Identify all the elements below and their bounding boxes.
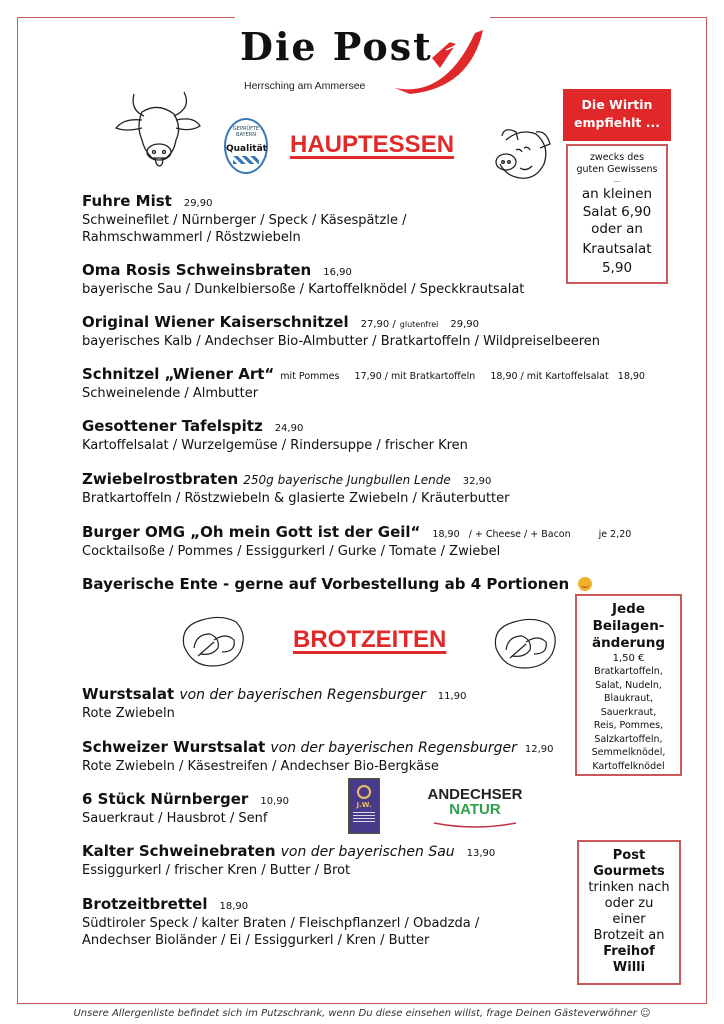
- menu-item-schweizer-wurstsalat: [82, 738, 554, 775]
- cow-icon: [112, 88, 202, 168]
- item-name: Burger OMG „Oh mein Gott ist der Geil“: [82, 523, 421, 541]
- pig-icon: [490, 122, 555, 184]
- smiley-icon: [578, 577, 592, 591]
- andechser-text: ANDECHSER: [427, 786, 523, 803]
- item-price: 12,90: [524, 744, 554, 755]
- item-price: 24,90: [274, 423, 304, 434]
- item-name: Zwiebelrostbraten: [82, 470, 239, 488]
- beilagen-title-line-2: Beilagen-: [592, 618, 665, 634]
- gourmets-line: Post: [612, 848, 646, 863]
- item-price: 13,90: [466, 848, 496, 859]
- item-name: Schnitzel „Wiener Art“: [82, 365, 275, 383]
- item-price: 10,90: [260, 796, 289, 807]
- item-subtitle: von der bayerischen Regensburger: [270, 740, 517, 756]
- item-name: Wurstsalat: [82, 685, 175, 703]
- quality-seal-ring-text: GEPRÜFTE BAYERN: [232, 126, 260, 138]
- gourmets-box: [577, 840, 681, 985]
- beilage-option: Salzkartoffeln,: [594, 733, 663, 745]
- gourmets-line: Brotzeit an: [593, 928, 665, 943]
- item-note: glutenfrei: [399, 320, 439, 329]
- menu-item-nuernberger: [82, 790, 289, 827]
- beilage-option: Kartoffelknödel: [592, 760, 665, 772]
- gourmets-line: oder zu: [604, 896, 654, 911]
- wirtin-big-line-1: an kleinen: [581, 186, 653, 202]
- item-name: Kalter Schweinebraten: [82, 842, 276, 860]
- wirtin-big-line-4: Krautsalat: [582, 240, 652, 257]
- item-price: 27,90 /: [360, 319, 396, 330]
- logo-swoosh-icon: [390, 28, 485, 96]
- gourmets-line: Freihof: [603, 944, 655, 959]
- item-name: Brotzeitbrettel: [82, 895, 208, 913]
- beilage-option: Reis, Pommes,: [593, 720, 664, 731]
- wirtin-small-line-3: ...: [613, 176, 621, 184]
- item-price: 16,90: [323, 267, 352, 278]
- wirtin-header: [563, 89, 671, 141]
- item-price-2: 29,90: [450, 319, 479, 330]
- item-desc: bayerisches Kalb / Andechser Bio-Almbutter / Bratkartoffeln / Wildpreiselbeeren: [82, 334, 601, 349]
- gourmets-line: trinken nach: [588, 880, 670, 895]
- item-price: 18,90: [219, 901, 249, 912]
- item-desc: Cocktailsoße / Pommes / Essiggurkerl / Gurke / Tomate / Zwiebel: [82, 544, 501, 559]
- quality-seal-badge: [224, 118, 268, 174]
- brewery-emblem-icon: [357, 785, 371, 799]
- beilagen-title-line-3: änderung: [591, 635, 666, 651]
- menu-item-wurstsalat: [82, 685, 466, 722]
- menu-item-kalter-schweinebraten: [82, 842, 495, 879]
- beilagen-price: 1,50 €: [612, 653, 645, 664]
- section-title-brotzeiten: BROTZEITEN: [293, 626, 447, 653]
- andechser-natur-logo: [420, 787, 530, 832]
- brewery-seal-badge: [348, 778, 380, 834]
- gourmets-line: Willi: [612, 960, 646, 975]
- item-desc: Schweinefilet / Nürnberger / Speck / Käsespätzle /: [82, 213, 407, 228]
- item-desc: Südtiroler Speck / kalter Braten / Fleischpflanzerl / Obadzda /: [82, 916, 480, 931]
- wirtin-big-line-3: oder an: [591, 221, 643, 237]
- beilage-option: Semmelknödel,: [591, 747, 666, 758]
- wirtin-big-line-2: Salat 6,90: [582, 203, 652, 220]
- item-desc: Schweinelende / Almbutter: [82, 386, 259, 401]
- item-desc: Bratkartoffeln / Röstzwiebeln & glasierte Zwiebeln / Kräuterbutter: [82, 491, 510, 506]
- item-desc: Rote Zwiebeln / Käsestreifen / Andechser Bio-Bergkäse: [82, 759, 439, 774]
- item-desc: Rote Zwiebeln: [82, 706, 175, 721]
- section-title-hauptessen: HAUPTESSEN: [290, 131, 455, 158]
- item-subtitle: von der bayerischen Regensburger: [179, 687, 426, 703]
- item-name: 6 Stück Nürnberger: [82, 790, 249, 808]
- gourmets-line: Gourmets: [593, 864, 665, 879]
- menu-item-kaiserschnitzel: [82, 313, 600, 350]
- item-desc: Andechser Bioländer / Ei / Essiggurkerl / Kren / Butter: [82, 933, 430, 948]
- item-subtitle: von der bayerischen Sau: [280, 844, 455, 860]
- wirtin-recommendation-box: [566, 144, 668, 284]
- pretzel-icon: [490, 614, 560, 672]
- item-subtitle: 250g bayerische Jungbullen Lende: [243, 473, 451, 487]
- beilage-option: Salat, Nudeln,: [595, 679, 662, 691]
- item-price: 32,90: [462, 476, 492, 487]
- item-name: Gesottener Tafelspitz: [82, 417, 263, 435]
- item-price: mit Pommes 17,90 / mit Bratkartoffeln 18,90 / mit Kartoffelsalat 18,90: [280, 371, 645, 382]
- item-desc: Sauerkraut / Hausbrot / Senf: [82, 811, 268, 826]
- menu-item-schnitzel-wiener-art: [82, 365, 645, 402]
- beilagen-title-line-1: Jede: [612, 601, 645, 617]
- beilage-option: Sauerkraut,: [600, 706, 657, 718]
- brewery-seal-text: J.W.: [356, 801, 372, 809]
- menu-item-schweinsbraten: [82, 261, 524, 298]
- menu-item-burger-omg: [82, 523, 631, 560]
- wirtin-header-line-2: empfiehlt ...: [574, 115, 660, 130]
- item-price-2: je 2,20: [598, 529, 632, 540]
- logo-subtitle: Herrsching am Ammersee: [244, 80, 366, 92]
- menu-item-brotzeitbrettel: [82, 895, 479, 949]
- gourmets-line: einer: [612, 912, 646, 927]
- wirtin-header-line-1: Die Wirtin: [581, 97, 653, 112]
- beilage-option: Blaukraut,: [604, 693, 653, 704]
- item-name: Schweizer Wurstsalat: [82, 738, 266, 756]
- item-desc: bayerische Sau / Dunkelbiersoße / Kartoffelknödel / Speckkrautsalat: [82, 282, 525, 297]
- menu-special-ente: [82, 575, 592, 593]
- menu-item-tafelspitz: [82, 417, 468, 454]
- special-text: Bayerische Ente - gerne auf Vorbestellung ab 4 Portionen: [82, 575, 570, 593]
- wirtin-big-line-5: 5,90: [601, 260, 633, 276]
- menu-item-fuhre-mist: [82, 192, 406, 246]
- quality-seal-text: Qualität: [226, 144, 267, 154]
- item-price: 11,90: [437, 691, 467, 702]
- natur-text: NATUR: [449, 801, 501, 818]
- item-name: Original Wiener Kaiserschnitzel: [82, 313, 349, 331]
- pretzel-icon: [178, 612, 248, 670]
- andechser-swoosh-icon: [430, 821, 520, 829]
- item-price: 18,90 / + Cheese / + Bacon: [432, 529, 571, 540]
- logo-title: Die Post: [240, 24, 433, 69]
- item-desc: Kartoffelsalat / Wurzelgemüse / Rindersuppe / frischer Kren: [82, 438, 468, 453]
- wirtin-small-line-2: guten Gewissens: [576, 164, 658, 175]
- menu-item-zwiebelrostbraten: [82, 470, 510, 507]
- item-name: Fuhre Mist: [82, 192, 172, 210]
- item-desc: Essiggurkerl / frischer Kren / Butter / Brot: [82, 863, 351, 878]
- bavarian-flag-pattern: [233, 156, 259, 164]
- item-name: Oma Rosis Schweinsbraten: [82, 261, 312, 279]
- item-desc: Rahmschwammerl / Röstzwiebeln: [82, 230, 301, 245]
- beilagen-box: [575, 594, 682, 776]
- wirtin-small-line-1: zwecks des: [589, 152, 645, 163]
- item-price: 29,90: [183, 198, 213, 209]
- beilage-option: Bratkartoffeln,: [594, 666, 663, 677]
- brewery-seal-fineprint: [353, 812, 375, 824]
- allergen-footer-note: Unsere Allergenliste befindet sich im Putzschrank, wenn Du diese einsehen willst, frage Deinen Gästeverwöhner ☺: [73, 1008, 651, 1019]
